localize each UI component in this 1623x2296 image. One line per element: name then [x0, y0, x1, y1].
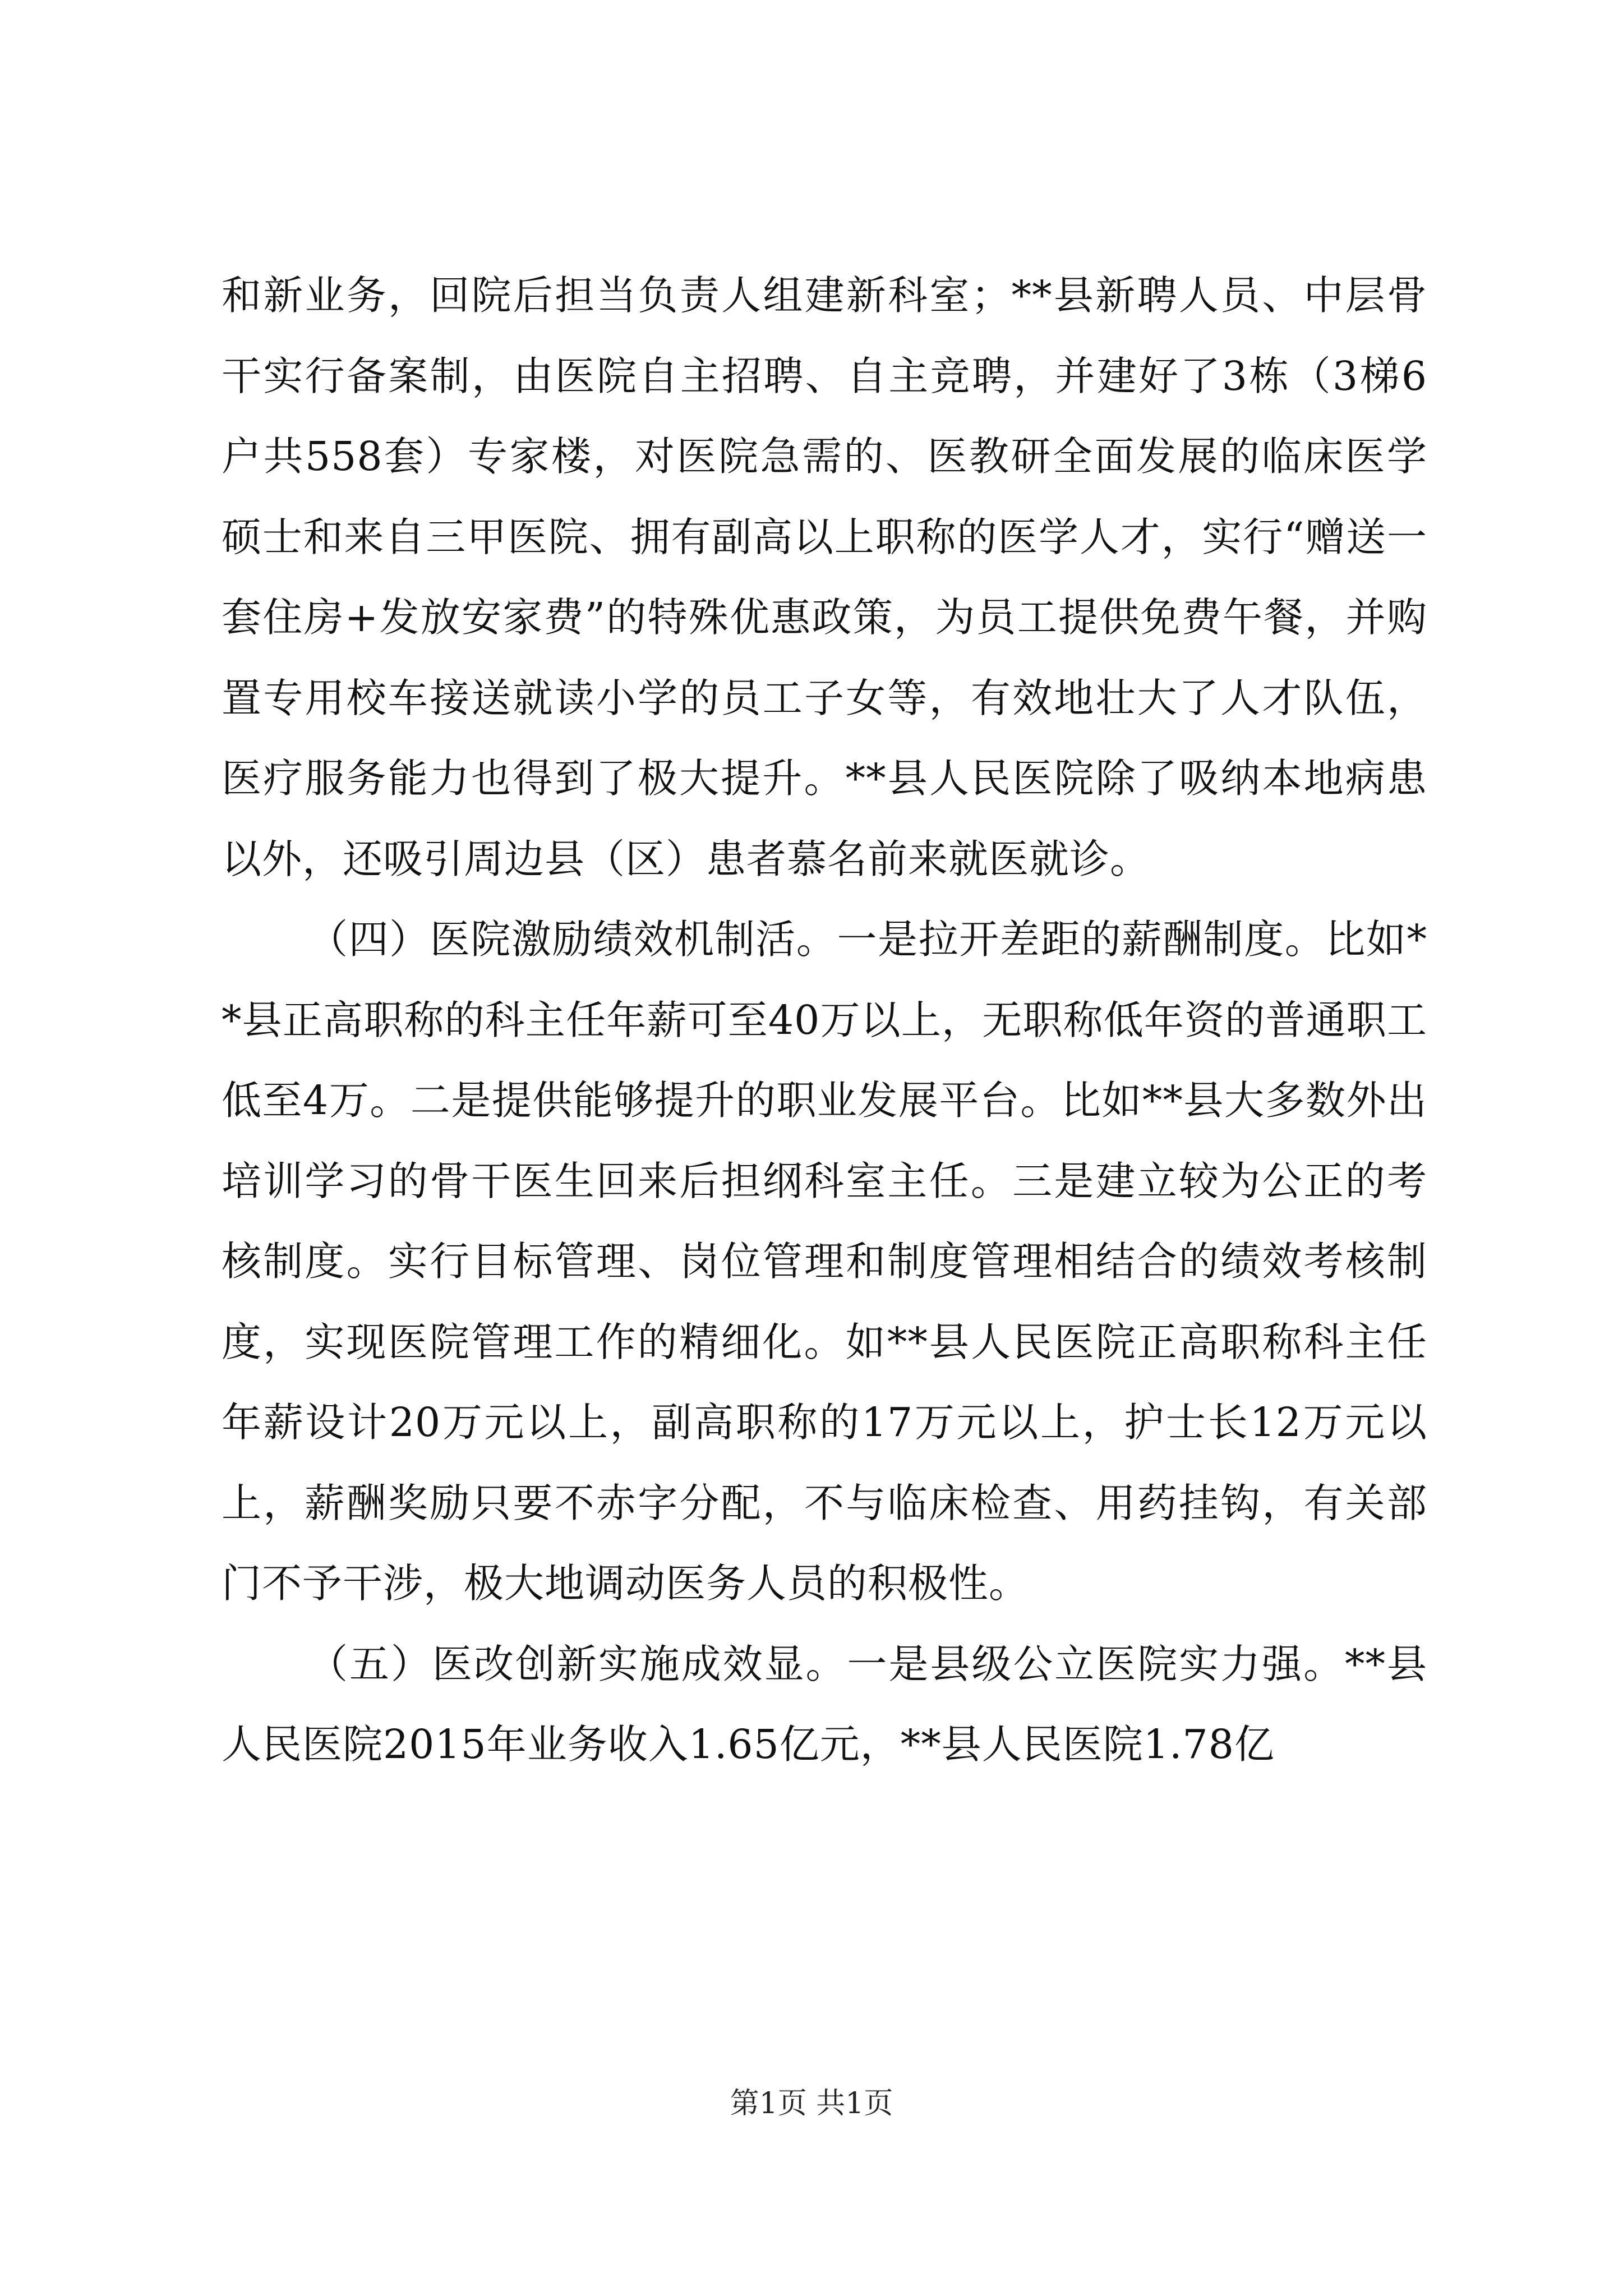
paragraph-section-four: （四）医院激励绩效机制活。一是拉开差距的薪酬制度。比如**县正高职称的科主任年薪可至40万以上，无职称低年资的普通职工低至4万。二是提供能够提升的职业发展平台。比如**县大多数外出培训学习的骨干医生回来后担纲科室主任。三是建立较为公正的考核制度。实行目标管理、岗位管理和制度管理相结合的绩效考核制度，实现医院管理工作的精细化。如**县人民医院正高职称科主任年薪设计20万元以上，副高职称的17万元以上，护士长12万元以上，薪酬奖励只要不赤字分配，不与临床检查、用药挂钩，有关部门不予干涉，极大地调动医务人员的积极性。: [222, 916, 1427, 1607]
paragraph-continuation: 和新业务，回院后担当负责人组建新科室；**县新聘人员、中层骨干实行备案制，由医院自主招聘、自主竞聘，并建好了3栋（3梯6户共558套）专家楼，对医院急需的、医教研全面发展的临床医学硕士和来自三甲医院、拥有副高以上职称的医学人才，实行“赠送一套住房+发放安家费”的特殊优惠政策，为员工提供免费午餐，并购置专用校车接送就读小学的员工子女等，有效地壮大了人才队伍，医疗服务能力也得到了极大提升。**县人民医院除了吸纳本地病患以外，还吸引周边县（区）患者慕名前来就医就诊。: [222, 272, 1427, 882]
paragraph-section-five: （五）医改创新实施成效显。一是县级公立医院实力强。**县人民医院2015年业务收入1.65亿元，**县人民医院1.78亿: [222, 1640, 1427, 1768]
page-footer: 第1页 共1页: [730, 2087, 893, 2120]
document-body: [222, 255, 1427, 1785]
